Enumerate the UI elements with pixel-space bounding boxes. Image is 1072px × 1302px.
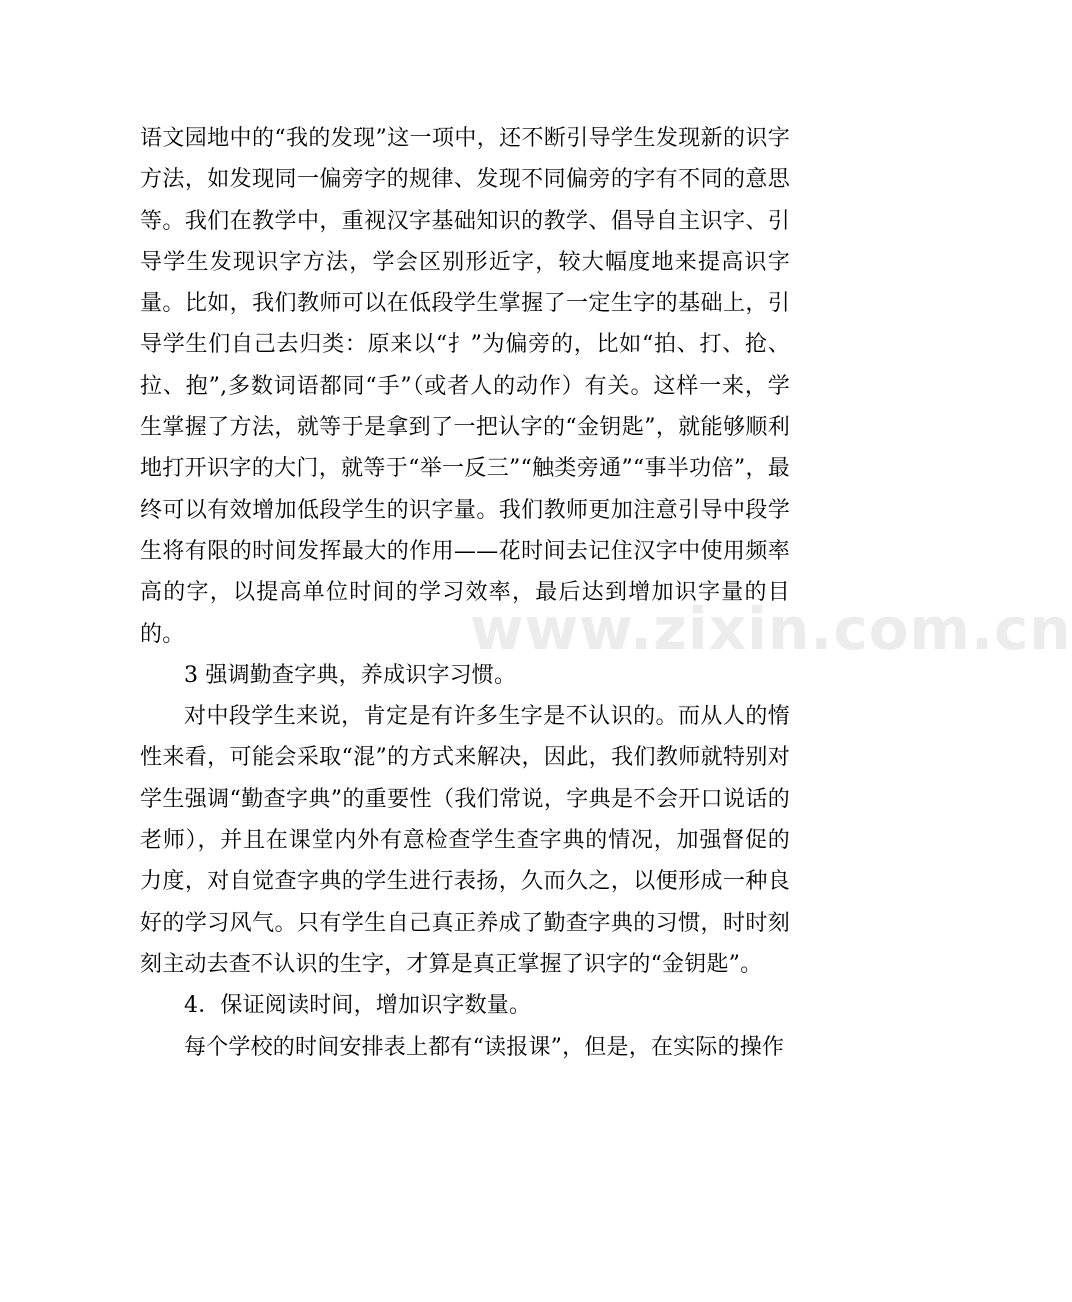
watermark: www.zixin.com.cn [470,595,1072,663]
paragraph-1: 语文园地中的“我的发现”这一项中，还不断引导学生发现新的识字方法，如发现同一偏旁字的规律、发现不同偏旁的字有不同的意思等。我们在教学中，重视汉字基础知识的教学、倡导自主识字、引导学生发现识字方法，学会区别形近字，较大幅度地来提高识字量。比如，我们教师可以在低段学生掌握了一定生字的基础上，引导学生们自己去归类：原来以“扌”为偏旁的，比如“拍、打、抢、拉、抱”,多数词语都同“手”（或者人的动作）有关。这样一来，学生掌握了方法，就等于是拿到了一把认字的“金钥匙”，就能够顺利地打开识字的大门，就等于“举一反三”“触类旁通”“事半功倍”，最终可以有效增加低段学生的识字量。我们教师更加注意引导中段学生将有限的时间发挥最大的作用——花时间去记住汉字中使用频率高的字，以提高单位时间的学习效率，最后达到增加识字量的目的。 [140,126,790,647]
paragraph-2-heading: 3 强调勤查字典，养成识字习惯。 [184,662,517,688]
document-body [140,118,790,1068]
paragraph-3: 对中段学生来说，肯定是有许多生字是不认识的。而从人的惰性来看，可能会采取“混”的方式来解决，因此，我们教师就特别对学生强调“勤查字典”的重要性（我们常说，字典是不会开口说话的老师），并且在课堂内外有意检查学生查字典的情况，加强督促的力度，对自觉查字典的学生进行表扬，久而久之，以便形成一种良好的学习风气。只有学生自己真正养成了勤查字典的习惯，时时刻刻主动去查不认识的生字，才算是真正掌握了识字的“金钥匙”。 [140,704,790,977]
paragraph-4-heading: 4．保证阅读时间，增加识字数量。 [184,993,532,1019]
paragraph-5: 每个学校的时间安排表上都有“读报课”，但是，在实际的操作 [184,1034,785,1060]
